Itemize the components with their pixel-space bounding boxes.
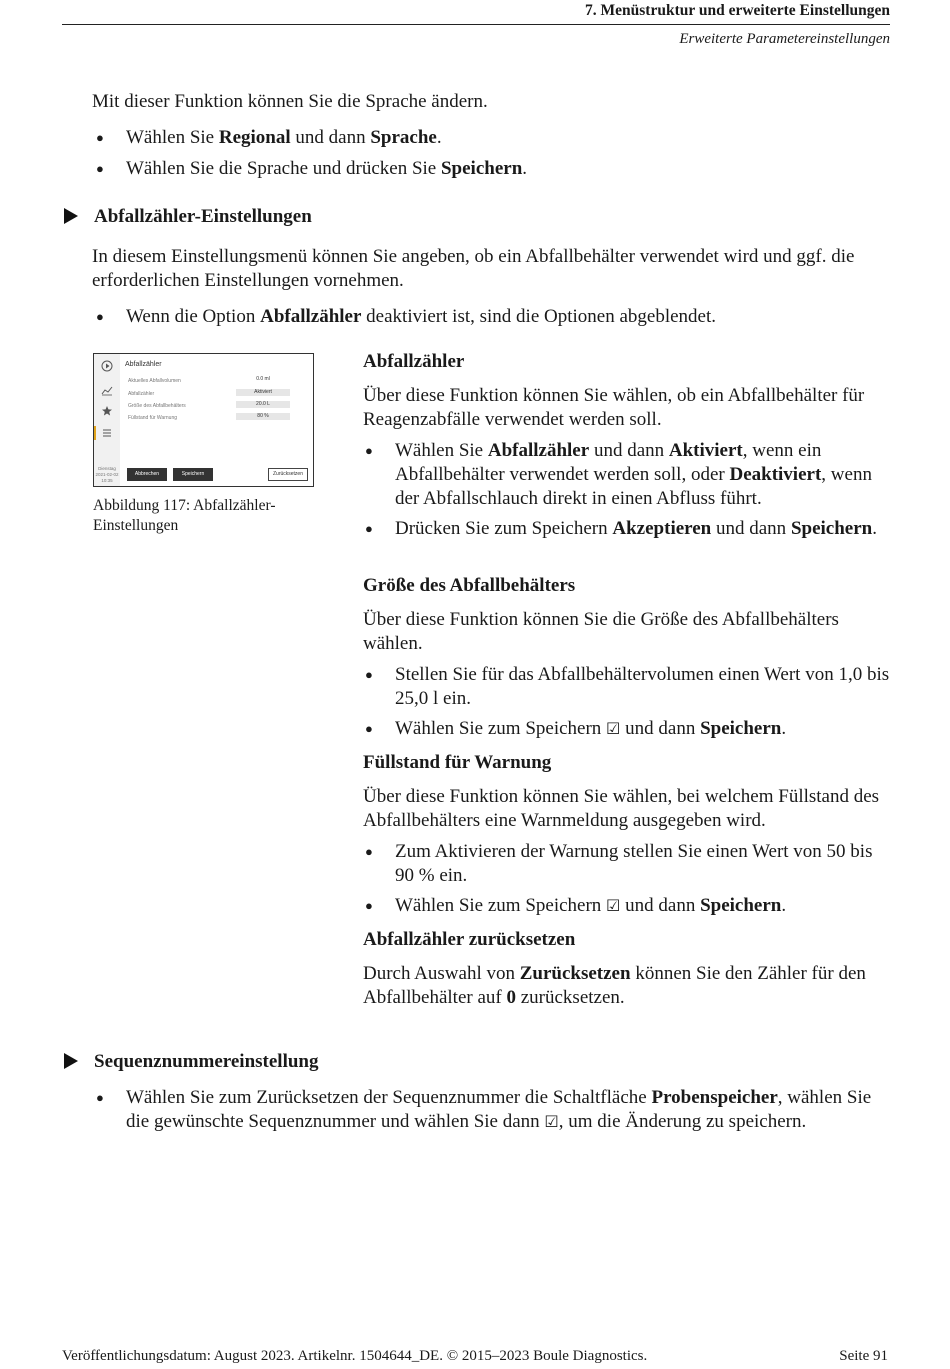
list-item-text: Wählen Sie Abfallzähler und dann Aktiviert, wenn ein Abfallbehälter verwendet werden soll, oder Deaktiviert, wenn der Abfallschlauch direkt in einen Abfluss führt.: [395, 440, 872, 509]
bullet: ●: [365, 521, 373, 536]
list-item-text: Wählen Sie Regional und dann Sprache.: [126, 127, 442, 148]
warning-intro: Über diese Funktion können Sie wählen, bei welchem Füllstand des Abfallbehälters eine Warnmeldung ausgegeben wird.: [363, 786, 880, 831]
checkbox-icon: ☑: [544, 1112, 559, 1131]
list-item-text: Wählen Sie zum Zurücksetzen der Sequenznummer die Schaltfläche Probenspeicher, wählen Sie die gewünschte Sequenznummer und wählen Sie dann ☑, um die Änderung zu speichern.: [126, 1087, 872, 1132]
section-triangle-icon: [64, 208, 78, 224]
chart-icon: [101, 384, 113, 396]
subheading-size: Größe des Abfallbehälters: [363, 575, 576, 596]
bullet: ●: [96, 161, 104, 176]
bullet: ●: [365, 721, 373, 736]
list-item-text: Zum Aktivieren der Warnung stellen Sie einen Wert von 50 bis 90 % ein.: [395, 841, 873, 886]
screenshot-title: Abfallzähler: [125, 361, 162, 368]
active-indicator: [94, 426, 96, 440]
subheading-counter: Abfallzähler: [363, 351, 465, 372]
menu-icon: [101, 427, 113, 439]
bullet: ●: [365, 667, 373, 682]
screenshot-save-button: Speichern: [173, 468, 213, 481]
row-label: Füllstand für Warnung: [128, 415, 178, 421]
row-value: 80 %: [236, 413, 290, 420]
language-intro: Mit dieser Funktion können Sie die Sprache ändern.: [92, 91, 488, 112]
screenshot-figure: [93, 353, 314, 487]
list-item-text: Wählen Sie zum Speichern ☑ und dann Speichern.: [395, 895, 787, 916]
play-icon: [101, 360, 113, 372]
bullet: ●: [365, 898, 373, 913]
figure-caption: Abbildung 117: Abfallzähler-Einstellungen: [93, 497, 276, 534]
row-label: Aktuelles Abfallvolumen: [128, 378, 181, 384]
list-item-text: Drücken Sie zum Speichern Akzeptieren und dann Speichern.: [395, 518, 877, 539]
section-title: Erweiterte Parametereinstellungen: [679, 31, 890, 47]
subheading-reset: Abfallzähler zurücksetzen: [363, 929, 576, 950]
list-item-text: Wählen Sie zum Speichern ☑ und dann Speichern.: [395, 718, 787, 739]
list-item-text: Wählen Sie die Sprache und drücken Sie Speichern.: [126, 158, 528, 179]
checkbox-icon: ☑: [606, 719, 621, 738]
screenshot-reset-button: Zurücksetzen: [268, 468, 308, 481]
chapter-title: 7. Menüstruktur und erweiterte Einstellungen: [585, 2, 890, 19]
bullet: ●: [96, 1090, 104, 1105]
row-value: 20.0 L: [236, 401, 290, 408]
section-triangle-icon: [64, 1053, 78, 1069]
header-rule: [62, 24, 890, 25]
screenshot-date: Dienstag 2021-02-02 10:35: [95, 466, 119, 483]
screenshot-cancel-button: Abbrechen: [127, 468, 167, 481]
screenshot-sidebar: [94, 354, 120, 486]
size-intro: Über diese Funktion können Sie die Größe des Abfallbehälters wählen.: [363, 609, 839, 654]
row-value: Aktiviert: [236, 389, 290, 396]
counter-intro: Über diese Funktion können Sie wählen, ob ein Abfallbehälter für Reagenzabfälle verwendet werden soll.: [363, 385, 865, 430]
footer-publication: Veröffentlichungsdatum: August 2023. Artikelnr. 1504644_DE. © 2015–2023 Boule Diagnostics.: [62, 1348, 648, 1364]
section-heading-waste: Abfallzähler-Einstellungen: [94, 206, 312, 227]
bullet: ●: [365, 844, 373, 859]
row-value: 0.0 ml: [256, 376, 270, 382]
checkbox-icon: ☑: [606, 896, 621, 915]
subheading-warning: Füllstand für Warnung: [363, 752, 552, 773]
bullet: ●: [365, 443, 373, 458]
bullet: ●: [96, 309, 104, 324]
page-number: Seite 91: [839, 1348, 888, 1364]
row-label: Abfallzähler: [128, 391, 155, 397]
reset-text: Durch Auswahl von Zurücksetzen können Sie den Zähler für den Abfallbehälter auf 0 zurücksetzen.: [363, 963, 866, 1008]
list-item-text: Wenn die Option Abfallzähler deaktiviert ist, sind die Optionen abgeblendet.: [126, 306, 717, 327]
waste-intro: In diesem Einstellungsmenü können Sie angeben, ob ein Abfallbehälter verwendet wird und ggf. die erforderlichen Einstellungen vornehmen.: [92, 246, 855, 291]
section-heading-sequence: Sequenznummereinstellung: [94, 1051, 319, 1072]
list-item-text: Stellen Sie für das Abfallbehältervolumen einen Wert von 1,0 bis 25,0 l ein.: [395, 664, 890, 709]
star-icon: [101, 405, 113, 417]
row-label: Größe des Abfallbehälters: [128, 403, 186, 409]
bullet: ●: [96, 130, 104, 145]
